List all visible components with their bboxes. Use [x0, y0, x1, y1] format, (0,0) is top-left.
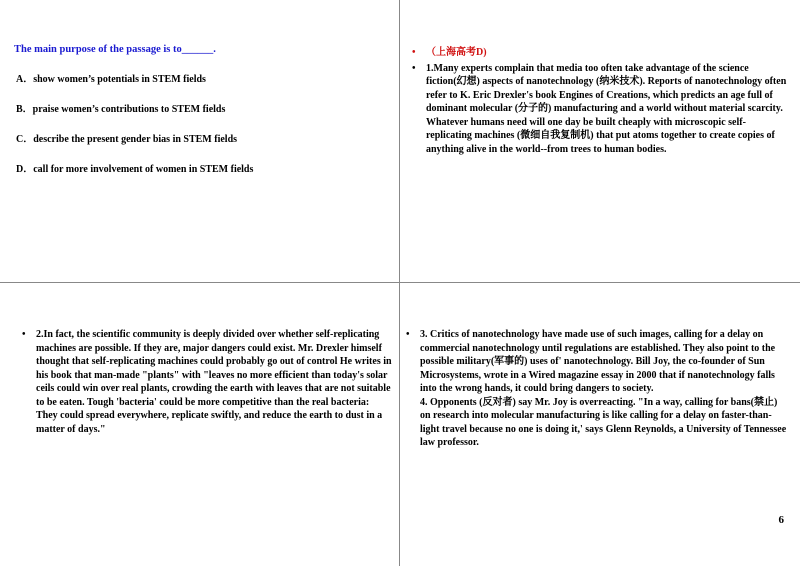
paragraph-4: 4. Opponents (反对者) say Mr. Joy is overreacting. "In a way, calling for bans(禁止) on research into molecular manufacturing is like calling for a delay on faster-than-light travel because no one is doing it,' says Glenn Reynolds, a University of Tennessee law professor. — [420, 396, 787, 448]
heading-row — [412, 46, 787, 60]
bullet-icon: • — [406, 329, 410, 340]
question-text: The main purpose of the passage is to______. — [14, 44, 216, 55]
bullet-icon: • — [412, 62, 416, 74]
source-heading: （上海高考D) — [426, 47, 487, 58]
paragraph-1: 1.Many experts complain that media too often take advantage of the science fiction(幻想) aspects of nanotechnology (纳米技术). Reports of nanotechnology often refer to K. Eric Drexler's book Engines of Creations, which predicts an age full of dominant molecular (分子的) manufacturing and a world without material scarcity. Whatever humans need will one day be built cheaply with microscopic self-replicating machines (微细自我复制机) that put atoms together to create copies of anything alive in the world--from trees to human bodies. — [426, 62, 787, 155]
paragraph-2: 2.In fact, the scientific community is deeply divided over whether self-replicating machines are possible. If they are, major dangers could exist. Mr. Drexler himself thought that self-replicating machines could probably go out of control He writes in his book that man-made "plants" with "leaves no more efficient than today's solar ceils could win over real plants, crowding the earth with leaves that are not suitable to be eaten. Tough 'bacteria' could be more competitive than the real bacteria: They could spread everywhere, replicate swiftly, and reduce the earth to dust in a matter of days." — [36, 329, 392, 435]
option-b: B．praise women’s contributions to STEM fields — [16, 104, 226, 115]
option-a: A．show women’s potentials in STEM fields — [16, 74, 206, 85]
vertical-divider — [399, 0, 400, 566]
paragraph-row — [406, 328, 788, 450]
paragraph-row — [412, 62, 787, 157]
slide-passage-2 — [22, 328, 392, 436]
paragraph-row — [22, 328, 392, 436]
slide-passage-3 — [406, 328, 788, 450]
option-d: D．call for more involvement of women in STEM fields — [16, 164, 254, 175]
bullet-icon: • — [412, 47, 416, 58]
slide-passage-1 — [412, 46, 787, 156]
page-number: 6 — [778, 514, 784, 526]
horizontal-divider — [0, 282, 800, 283]
paragraph-group — [420, 328, 788, 450]
option-c: C．describe the present gender bias in STEM fields — [16, 134, 238, 145]
paragraph-3: 3. Critics of nanotechnology have made use of such images, calling for a delay on commercial nanotechnology until regulations are established. They also point to the possible military(军事的) uses of' nanotechnology. Bill Joy, the co-founder of Sun Microsystems, wrote in a Wired magazine essay in 2000 that if nanotechnology falls into the wrong hands, it could bring dangers to society. — [420, 329, 776, 394]
slide-question — [14, 44, 389, 190]
bullet-icon: • — [22, 329, 26, 340]
